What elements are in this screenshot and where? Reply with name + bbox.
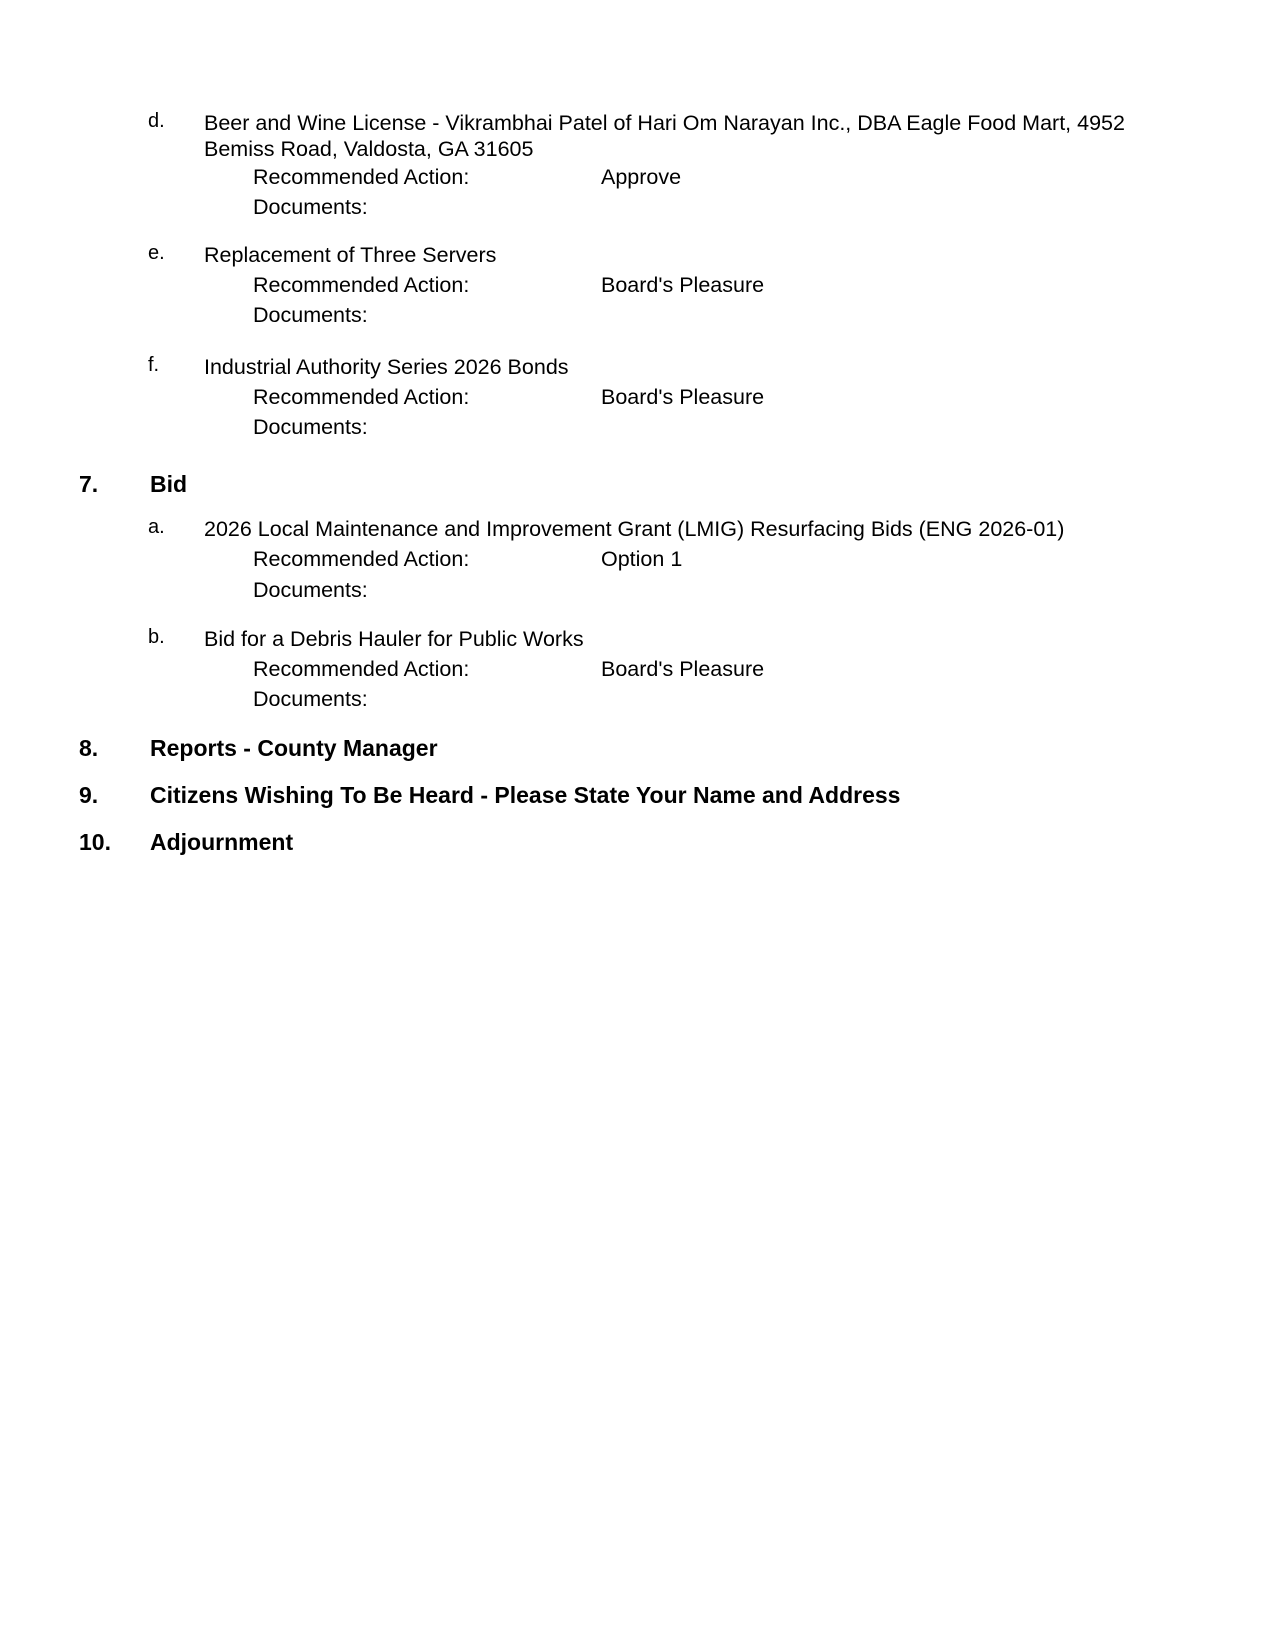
section-title: Adjournment — [150, 829, 294, 855]
item-letter: a. — [148, 516, 165, 538]
item-title: 2026 Local Maintenance and Improvement Grant (LMIG) Resurfacing Bids (ENG 2026-01) — [204, 517, 1065, 541]
item-letter: d. — [148, 110, 165, 132]
item-letter: b. — [148, 626, 165, 648]
documents-label: Documents: — [253, 195, 368, 219]
recommended-action-row — [253, 272, 764, 298]
documents-label: Documents: — [253, 303, 368, 327]
item-title-continued: Bemiss Road, Valdosta, GA 31605 — [204, 137, 534, 161]
documents-label: Documents: — [253, 415, 368, 439]
recommended-action-label: Recommended Action: — [253, 165, 470, 189]
section-citizens — [79, 781, 900, 809]
item-title: Beer and Wine License - Vikrambhai Patel of Hari Om Narayan Inc., DBA Eagle Food Mart, 4952 — [204, 111, 1125, 135]
recommended-action-row — [253, 546, 682, 572]
documents-label: Documents: — [253, 578, 368, 602]
recommended-action-value: Board's Pleasure — [601, 657, 765, 681]
item-letter: f. — [148, 354, 160, 376]
recommended-action-row — [253, 384, 764, 410]
recommended-action-label: Recommended Action: — [253, 657, 470, 681]
recommended-action-label: Recommended Action: — [253, 273, 470, 297]
section-adjournment — [79, 828, 293, 856]
recommended-action-row — [253, 656, 764, 682]
recommended-action-value: Option 1 — [601, 547, 683, 571]
recommended-action-row — [253, 164, 681, 190]
section-number: 7. — [79, 471, 99, 497]
item-title: Replacement of Three Servers — [204, 243, 497, 267]
section-number: 9. — [79, 782, 99, 808]
recommended-action-value: Board's Pleasure — [601, 273, 765, 297]
section-number: 8. — [79, 735, 99, 761]
documents-label: Documents: — [253, 687, 368, 711]
recommended-action-value: Approve — [601, 165, 682, 189]
item-title: Bid for a Debris Hauler for Public Works — [204, 627, 584, 651]
section-bid — [79, 470, 187, 498]
section-reports — [79, 734, 438, 762]
section-number: 10. — [79, 829, 111, 855]
item-letter: e. — [148, 242, 165, 264]
item-title: Industrial Authority Series 2026 Bonds — [204, 355, 569, 379]
section-title: Citizens Wishing To Be Heard - Please State Your Name and Address — [150, 782, 901, 808]
recommended-action-label: Recommended Action: — [253, 385, 470, 409]
recommended-action-label: Recommended Action: — [253, 547, 470, 571]
section-title: Bid — [150, 471, 188, 497]
recommended-action-value: Board's Pleasure — [601, 385, 765, 409]
section-title: Reports - County Manager — [150, 735, 438, 761]
